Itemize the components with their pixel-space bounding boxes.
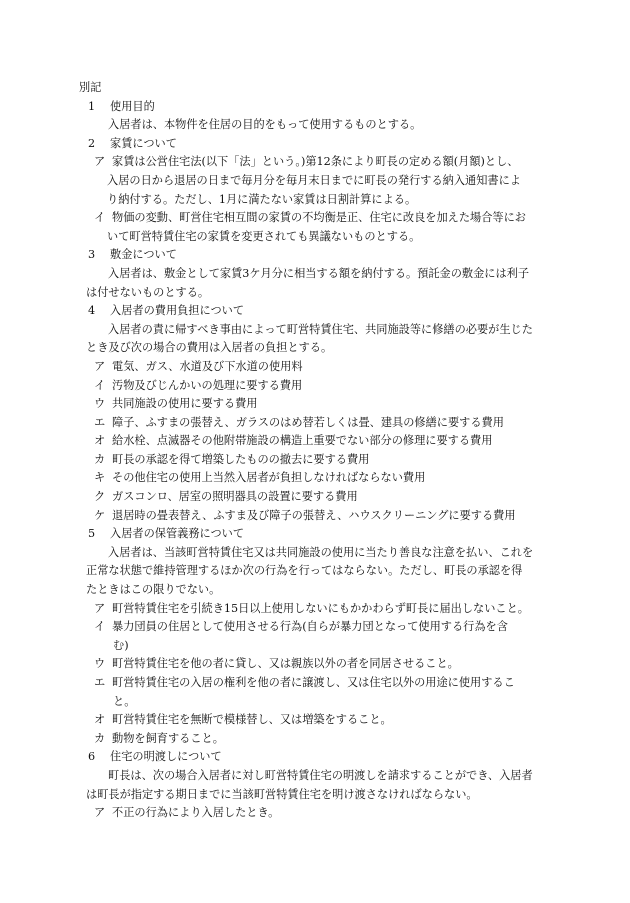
item-label: ア xyxy=(94,359,106,373)
paragraph-continuation: は付せないものとする。 xyxy=(86,285,210,299)
section-5-item-f xyxy=(79,730,549,749)
item-label: オ xyxy=(94,434,106,448)
section-2-item-b xyxy=(79,209,549,228)
section-5-item-e xyxy=(79,711,549,730)
item-label: ウ xyxy=(94,397,106,411)
item-text: 町営特賃住宅を他の者に貸し、又は親族以外の者を同居させること。 xyxy=(112,657,459,671)
section-3-heading xyxy=(79,246,549,265)
list-item xyxy=(79,358,549,377)
section-title: 使用目的 xyxy=(110,99,155,113)
list-item xyxy=(79,414,549,433)
section-6-item-a xyxy=(79,804,549,823)
section-title: 敷金について xyxy=(110,248,177,262)
item-continuation: り納付する。ただし、1月に満たない家賃は日割計算による。 xyxy=(107,192,417,206)
section-2-item-a xyxy=(79,153,549,172)
item-label: カ xyxy=(94,731,106,745)
section-5-item-a xyxy=(79,600,549,619)
paragraph-continuation: は町長が指定する期日までに当該町営特賃住宅を明け渡さなければならない。 xyxy=(86,787,478,801)
item-label: キ xyxy=(94,471,106,485)
list-item xyxy=(79,469,549,488)
section-5-item-c xyxy=(79,655,549,674)
item-label: ア xyxy=(94,806,106,820)
item-label: ク xyxy=(94,490,106,504)
section-1-paragraph: 入居者は、本物件を住居の目的をもって使用するものとする。 xyxy=(108,118,422,132)
section-number: 1 xyxy=(88,99,96,113)
item-label: ア xyxy=(94,155,106,169)
list-item xyxy=(79,395,549,414)
section-4-heading xyxy=(79,302,549,321)
item-label: ア xyxy=(94,601,106,615)
section-4-paragraph: 入居者の責に帰すべき事由によって町営特賃住宅、共同施設等に修繕の必要が生じた xyxy=(108,322,533,336)
item-label: イ xyxy=(94,211,106,225)
item-continuation: いて町営特賃住宅の家賃を変更されても異議ないものとする。 xyxy=(107,229,421,243)
section-5-paragraph: 入居者は、当該町営特賃住宅又は共同施設の使用に当たり善良な注意を払い、これを xyxy=(108,545,534,559)
item-text: 町営特賃住宅の入居の権利を他の者に譲渡し、又は住宅以外の用途に使用するこ xyxy=(112,676,515,689)
item-label: エ xyxy=(94,415,106,429)
item-text: 給水栓、点滅器その他附帯施設の構造上重要でない部分の修理に要する費用 xyxy=(112,434,493,448)
item-text: 町営特賃住宅を引続き15日以上使用しないにもかかわらず町長に届出しないこと。 xyxy=(112,601,529,615)
list-item xyxy=(79,507,549,526)
section-5-item-d xyxy=(79,674,549,693)
paragraph-continuation: 正常な状態で維持管理するほか次の行為を行ってはならない。ただし、町長の承認を得 xyxy=(86,564,523,578)
section-5-item-b xyxy=(79,618,549,637)
item-continuation: む) xyxy=(113,638,129,652)
section-title: 入居者の費用負担について xyxy=(110,304,245,318)
item-text: 町長の承認を得て増築したものの撤去に要する費用 xyxy=(112,452,370,466)
document-title: 別記 xyxy=(79,81,102,94)
item-text: 汚物及びじんかいの処理に要する費用 xyxy=(112,378,303,392)
document-body xyxy=(79,79,549,823)
item-label: エ xyxy=(94,676,106,689)
list-item xyxy=(79,451,549,470)
section-5-heading xyxy=(79,525,549,544)
item-text: 町営特賃住宅を無断で模様替し、又は増築をすること。 xyxy=(112,713,392,727)
item-label: ケ xyxy=(94,508,106,522)
section-number: 5 xyxy=(88,527,96,541)
item-text: 動物を飼育すること。 xyxy=(112,731,224,745)
item-text: 不正の行為により入居したとき。 xyxy=(112,806,280,820)
item-text: 共同施設の使用に要する費用 xyxy=(112,397,258,411)
section-title: 住宅の明渡しについて xyxy=(110,750,222,764)
section-number: 6 xyxy=(88,750,96,764)
item-text: 暴力団員の住居として使用させる行為(自らが暴力団となって使用する行為を含 xyxy=(112,620,508,634)
item-text: その他住宅の使用上当然入居者が負担しなければならない費用 xyxy=(112,471,426,485)
item-text: ガスコンロ、居室の照明器具の設置に要する費用 xyxy=(112,490,358,504)
item-label: イ xyxy=(94,620,106,634)
item-label: イ xyxy=(94,378,106,392)
section-6-paragraph: 町長は、次の場合入居者に対し町営特賃住宅の明渡しを請求することができ、入居者 xyxy=(108,768,533,782)
paragraph-continuation: たときはこの限りでない。 xyxy=(86,583,221,597)
list-item xyxy=(79,488,549,507)
section-1-heading xyxy=(79,98,549,117)
section-number: 2 xyxy=(88,136,96,150)
item-text: 退居時の畳表替え、ふすま及び障子の張替え、ハウスクリーニングに要する費用 xyxy=(112,508,516,522)
list-item xyxy=(79,377,549,396)
list-item xyxy=(79,432,549,451)
item-continuation: と。 xyxy=(113,694,136,708)
section-title: 家賃について xyxy=(110,136,177,150)
section-2-heading xyxy=(79,135,549,154)
item-label: オ xyxy=(94,713,106,727)
section-6-heading xyxy=(79,748,549,767)
item-text: 家賃は公営住宅法(以下「法」という。)第12条により町長の定める額(月額)とし、 xyxy=(112,155,519,169)
item-text: 電気、ガス、水道及び下水道の使用料 xyxy=(112,359,303,373)
paragraph-continuation: とき及び次の場合の費用は入居者の負担とする。 xyxy=(86,341,333,355)
section-number: 4 xyxy=(88,304,96,318)
item-label: カ xyxy=(94,452,106,466)
section-3-paragraph: 入居者は、敷金として家賃3ケ月分に相当する額を納付する。預託金の敷金には利子 xyxy=(108,266,530,280)
item-text: 物価の変動、町営住宅相互間の家賃の不均衡是正、住宅に改良を加えた場合等にお xyxy=(112,211,526,225)
section-title: 入居者の保管義務について xyxy=(110,527,245,541)
item-text: 障子、ふすまの張替え、ガラスのはめ替若しくは畳、建具の修繕に要する費用 xyxy=(112,415,504,429)
item-label: ウ xyxy=(94,657,106,671)
section-number: 3 xyxy=(88,248,96,262)
item-continuation: 入居の日から退居の日まで毎月分を毎月末日までに町長の発行する納入通知書によ xyxy=(107,173,521,187)
